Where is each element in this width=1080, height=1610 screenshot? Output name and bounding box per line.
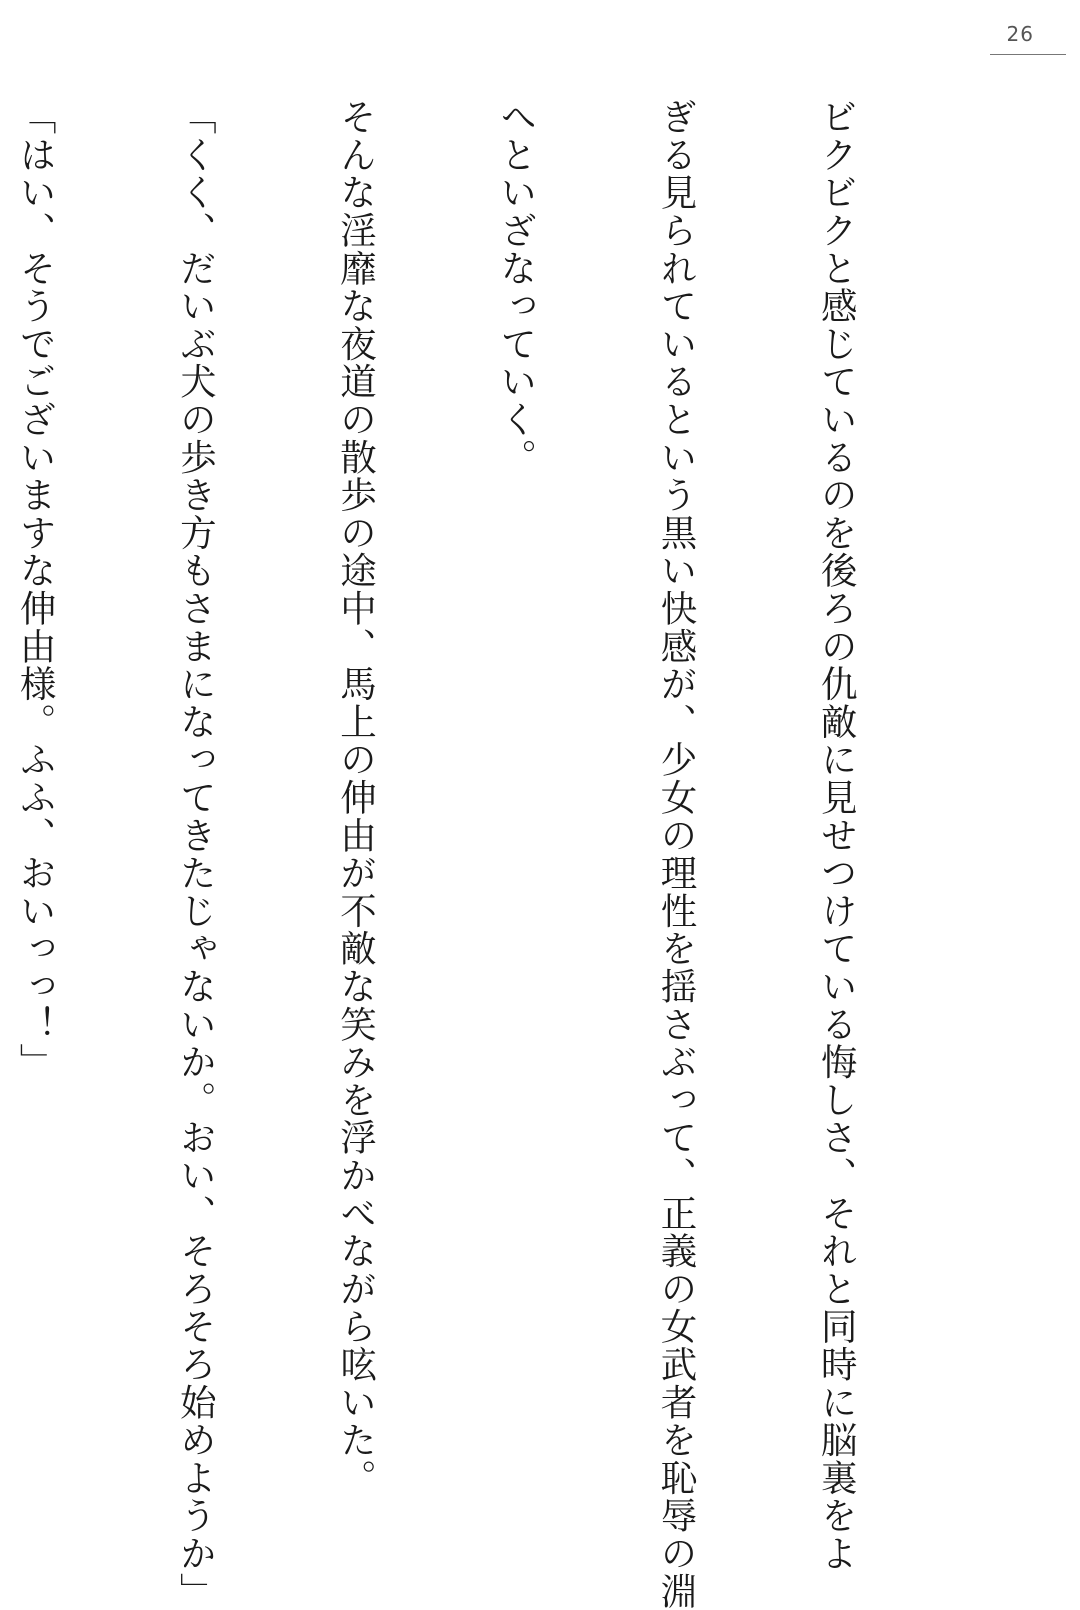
- vertical-text-body: [0, 98, 970, 1610]
- text-line: ぎる見られているという黒い快感が、少女の理性を揺さぶって、正義の女武者を恥辱の淵: [654, 98, 698, 1610]
- text-line: そんな淫靡な夜道の散歩の途中、馬上の伸由が不敵な笑みを浮かべながら呟いた。: [334, 98, 378, 1497]
- text-line: へといざなっていく。: [494, 98, 538, 476]
- text-line: 「はい、そうでございますな伸由様。ふふ、おいっっ！」: [14, 98, 58, 1081]
- page-number: 26: [1006, 22, 1034, 46]
- text-line: ビクビクと感じているのを後ろの仇敵に見せつけている悔しさ、それと同時に脳裏をよ: [815, 98, 859, 1573]
- page-number-rule: [990, 54, 1066, 55]
- text-line: 「くく、だいぶ犬の歩き方もさまになってきたじゃないか。おい、そろそろ始めようか」: [174, 98, 218, 1610]
